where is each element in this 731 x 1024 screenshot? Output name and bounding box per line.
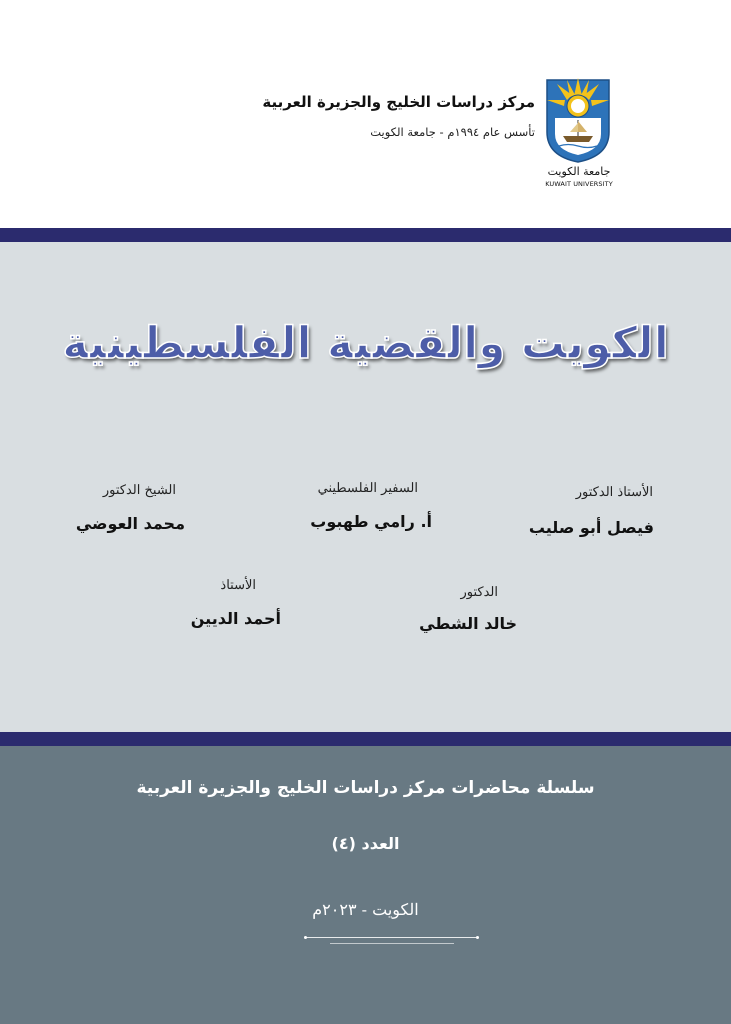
book-title: الكويت والقضية الفلسطينية: [62, 318, 669, 369]
author-name: أحمد الديين: [190, 609, 281, 628]
kuwait-university-logo: [543, 74, 613, 164]
series-title: سلسلة محاضرات مركز دراسات الخليج والجزيرة العربية: [136, 778, 595, 798]
center-name: مركز دراسات الخليج والجزيرة العربية: [262, 93, 535, 111]
author-label: الأستاذ الدكتور: [575, 485, 653, 500]
top-navy-band: [0, 228, 731, 242]
university-name-english: KUWAIT UNIVERSITY: [545, 180, 613, 188]
issue-number: العدد (٤): [331, 834, 400, 853]
bottom-navy-band: [0, 732, 731, 746]
header: [0, 0, 731, 228]
center-founding-line: تأسس عام ١٩٩٤م - جامعة الكويت: [370, 125, 535, 139]
author-name: أ. رامي طهبوب: [310, 512, 432, 531]
university-name-arabic: جامعة الكويت: [547, 165, 611, 178]
decorative-underline: [306, 937, 478, 938]
decorative-underline: [330, 943, 454, 944]
decorative-dot: [304, 936, 307, 939]
author-label: السفير الفلسطيني: [317, 481, 418, 496]
author-label: الشيخ الدكتور: [102, 483, 176, 498]
author-label: الأستاذ: [220, 578, 256, 593]
author-name: خالد الشطي: [419, 614, 517, 633]
author-name: فيصل أبو صليب: [528, 518, 654, 537]
author-label: الدكتور: [460, 585, 498, 600]
place-and-date: الكويت - ٢٠٢٣م: [312, 900, 419, 919]
decorative-dot: [476, 936, 479, 939]
author-name: محمد العوضي: [75, 514, 185, 533]
